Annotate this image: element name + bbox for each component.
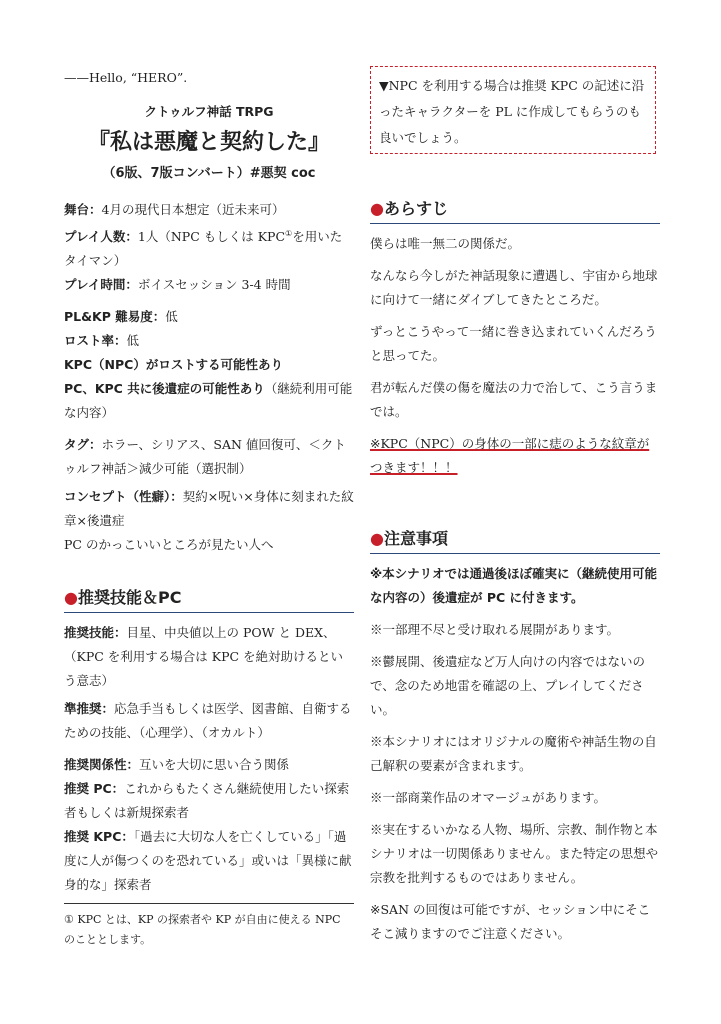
right-column — [370, 196, 660, 946]
relation-label: 推奨関係性： — [64, 757, 140, 773]
footnote-ref: ① — [285, 229, 293, 238]
page-title: 『私は悪魔と契約した』 — [87, 129, 330, 155]
edition-line: （6版、7版コンバート）#悪契 coc — [102, 166, 316, 181]
rec-kpc-value: 「過去に大切な人を亡くしている」「過度に人が傷つくのを恐れている」或いは「異様に献身的な」探索者 — [64, 829, 352, 893]
subtitle: クトゥルフ神話 TRPG — [144, 104, 274, 119]
footnote-mark: ① — [64, 913, 74, 927]
synopsis-p4: 君が転んだ僕の傷を魔法の力で治して、こう言うまでは。 — [370, 380, 658, 419]
synopsis-warning: ※KPC（NPC）の身体の一部に痣のような紋章がつきます！！！ — [370, 436, 650, 475]
caution-4: ※本シナリオにはオリジナルの魔術や神話生物の自己解釈の要素が含まれます。 — [370, 734, 657, 773]
caution-7: ※SAN の回復は可能ですが、セッション中にそこそこ減りますのでご注意ください。 — [370, 902, 651, 941]
relation-line — [64, 753, 354, 777]
synopsis-heading — [370, 196, 660, 224]
concept-line — [64, 485, 354, 533]
caution-6: ※実在するいかなる人物、場所、宗教、制作物と本シナリオは一切関係ありません。また特定の思想や宗教を批判するものではありません。 — [370, 822, 659, 885]
synopsis-p3: ずっとこうやって一緒に巻き込まれていくんだろうと思ってた。 — [370, 324, 657, 363]
synopsis-p1: 僕らは唯一無二の関係だ。 — [370, 236, 521, 251]
left-column — [64, 0, 354, 950]
npc-note-box — [370, 66, 656, 154]
time-line — [64, 273, 354, 297]
skills-heading-text: 推奨技能＆PC — [77, 588, 182, 608]
npc-note-text: ▼NPC を利用する場合は推奨 KPC の記述に沿ったキャラクターを PL に作成してもらうのも良いでしょう。 — [379, 78, 645, 145]
rec-pc-value: これからもたくさん継続使用したい探索者もしくは新規探索者 — [64, 781, 350, 821]
caution-1: ※本シナリオでは通過後ほぼ確実に（継続使用可能な内容の）後遺症が PC に付きます。 — [370, 566, 658, 605]
rec-pc-line — [64, 777, 354, 825]
synopsis-heading-text: あらすじ — [383, 199, 448, 218]
semi-skills-label: 準推奨： — [64, 701, 115, 717]
cautions-heading-text: 注意事項 — [383, 529, 448, 548]
difficulty-value: 低 — [165, 309, 178, 325]
bullet-icon: ● — [64, 588, 78, 608]
tags-label: タグ： — [64, 437, 102, 453]
players-value-2: を用いたタイマン） — [64, 229, 343, 269]
semi-skills-line — [64, 697, 354, 745]
players-value: 1人（NPC もしくは KPC — [137, 229, 286, 245]
lost-line — [64, 329, 354, 353]
concept-value: 契約×呪い×身体に刻まれた紋章×後遺症 — [64, 489, 354, 529]
concept-label: コンセプト（性癖）： — [64, 489, 183, 505]
difficulty-label: PL&KP 難易度： — [64, 309, 166, 325]
lost-label: ロスト率： — [64, 333, 127, 349]
skills-heading — [64, 585, 354, 613]
concept-line-2: PC のかっこいいところが見たい人へ — [64, 537, 274, 553]
rec-pc-label: 推奨 PC： — [64, 781, 125, 797]
time-value: ボイスセッション 3-4 時間 — [137, 277, 291, 293]
rec-kpc-label: 推奨 KPC： — [64, 829, 134, 845]
difficulty-line — [64, 305, 354, 329]
rec-kpc-line — [64, 825, 354, 897]
footnote — [64, 903, 354, 950]
tags-line — [64, 433, 354, 481]
relation-value: 互いを大切に思い合う関係 — [139, 757, 290, 773]
bullet-icon: ● — [370, 199, 384, 218]
tags-value: ホラー、シリアス、SAN 値回復可、＜クトゥルフ神話＞減少可能（選択制） — [64, 437, 346, 477]
players-label: プレイ人数： — [64, 229, 138, 245]
caution-5: ※一部商業作品のオマージュがあります。 — [370, 790, 607, 805]
stage-value: 4月の現代日本想定（近未来可） — [101, 202, 285, 217]
caution-2: ※一部理不尽と受け取れる展開があります。 — [370, 622, 620, 637]
lost-value: 低 — [126, 333, 140, 349]
kpc-lost-line: KPC（NPC）がロストする可能性あり — [64, 357, 283, 373]
stage-label: 舞台： — [64, 202, 102, 217]
cautions-heading — [370, 526, 660, 554]
bullet-icon: ● — [370, 529, 384, 548]
rec-skills-value: 目星、中央値以上の POW と DEX、（KPC を利用する場合は KPC を絶対助けるという意志） — [64, 625, 344, 689]
semi-skills-value: 応急手当もしくは医学、図書館、自衛するための技能、（心理学）、（オカルト） — [64, 701, 352, 741]
footnote-text: KPC とは、KP の探索者や KP が自由に使える NPC のこととします。 — [64, 913, 341, 947]
stage-line — [64, 198, 354, 222]
aftereffect-note: （継続利用可能な内容） — [64, 381, 353, 421]
aftereffect-bold: PC、KPC 共に後遺症の可能性あり — [64, 381, 265, 397]
players-line — [64, 222, 354, 273]
rec-skills-label: 推奨技能： — [64, 625, 127, 641]
caution-3: ※鬱展開、後遺症など万人向けの内容ではないので、念のため地雷を確認の上、プレイしてください。 — [370, 654, 646, 717]
rec-skills-line — [64, 621, 354, 693]
intro-line: ——Hello, “HERO”. — [64, 70, 188, 85]
synopsis-p2: なんなら今しがた神話現象に遭遇し、宇宙から地球に向けて一緒にダイブしてきたところだ。 — [370, 268, 658, 307]
aftereffect-line — [64, 377, 354, 425]
time-label: プレイ時間： — [64, 277, 138, 293]
